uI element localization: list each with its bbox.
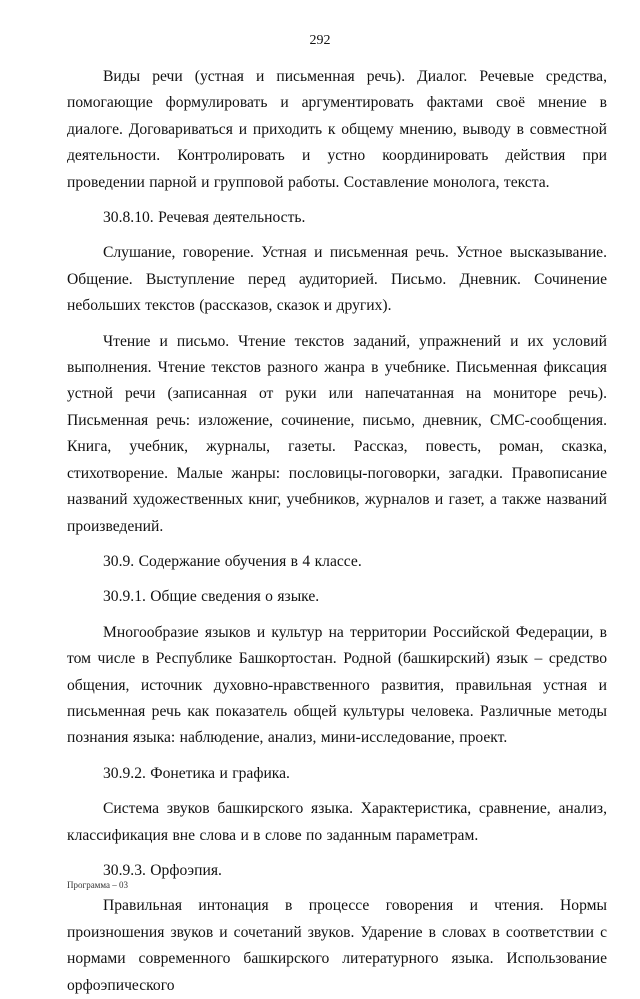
heading-30-9-1: 30.9.1. Общие сведения о языке. <box>103 588 320 606</box>
paragraph-intonation: Правильная интонация в процессе говорения и чтения. Нормы произношения звуков и сочетаний звуков. Ударение в словах в соответствии с нормами современного башкирского литературного языка. Использование орфоэпического <box>67 897 607 994</box>
paragraph-languages-diversity: Многообразие языков и культур на территории Российской Федерации, в том числе в Республике Башкортостан. Родной (башкирский) язык – средство общения, источник духовно-нравственного развития, правильная устная и письменная речь как показатель общей культуры человека. Различные методы познания языка: наблюдение, анализ, мини-исследование, проект. <box>67 623 607 747</box>
paragraph-speech-types: Виды речи (устная и письменная речь). Диалог. Речевые средства, помогающие формулировать и аргументировать фактами своё мнение в диалоге. Договариваться и приходить к общему мнению, выводу в совместной деятельности. Контролировать и устно координировать действия при проведении парной и групповой работы. Составление монолога, текста. <box>67 68 607 191</box>
paragraph-reading-writing: Чтение и письмо. Чтение текстов заданий, упражнений и их условий выполнения. Чтение текстов разного жанра в учебнике. Письменная фиксация устной речи (записанная от руки или напечатанная на мониторе речь). Письменная речь: изложение, сочинение, письмо, дневник, СМС-сообщения. Книга, учебник, журналы, газеты. Рассказ, повесть, роман, сказка, стихотворение. Малые жанры: пословицы-поговорки, загадки. Правописание названий художественных книг, учебников, журналов и газет, а также названий произведений. <box>67 332 607 535</box>
paragraph-listening-speaking: Слушание, говорение. Устная и письменная речь. Устное высказывание. Общение. Выступление перед аудиторией. Письмо. Дневник. Сочинение небольших текстов (рассказов, сказок и других). <box>67 244 607 315</box>
paragraph-sound-system: Система звуков башкирского языка. Характеристика, сравнение, анализ, классификация вне слова и в слове по заданным параметрам. <box>67 800 607 844</box>
heading-30-9-2: 30.9.2. Фонетика и графика. <box>103 764 290 782</box>
heading-30-9: 30.9. Содержание обучения в 4 классе. <box>103 552 362 570</box>
page-number: 292 <box>309 33 331 48</box>
heading-30-9-3: 30.9.3. Орфоэпия. <box>103 861 222 879</box>
page-footer: Программа – 03 <box>67 880 129 890</box>
heading-30-8-10: 30.8.10. Речевая деятельность. <box>103 209 306 227</box>
document-body <box>67 64 607 999</box>
